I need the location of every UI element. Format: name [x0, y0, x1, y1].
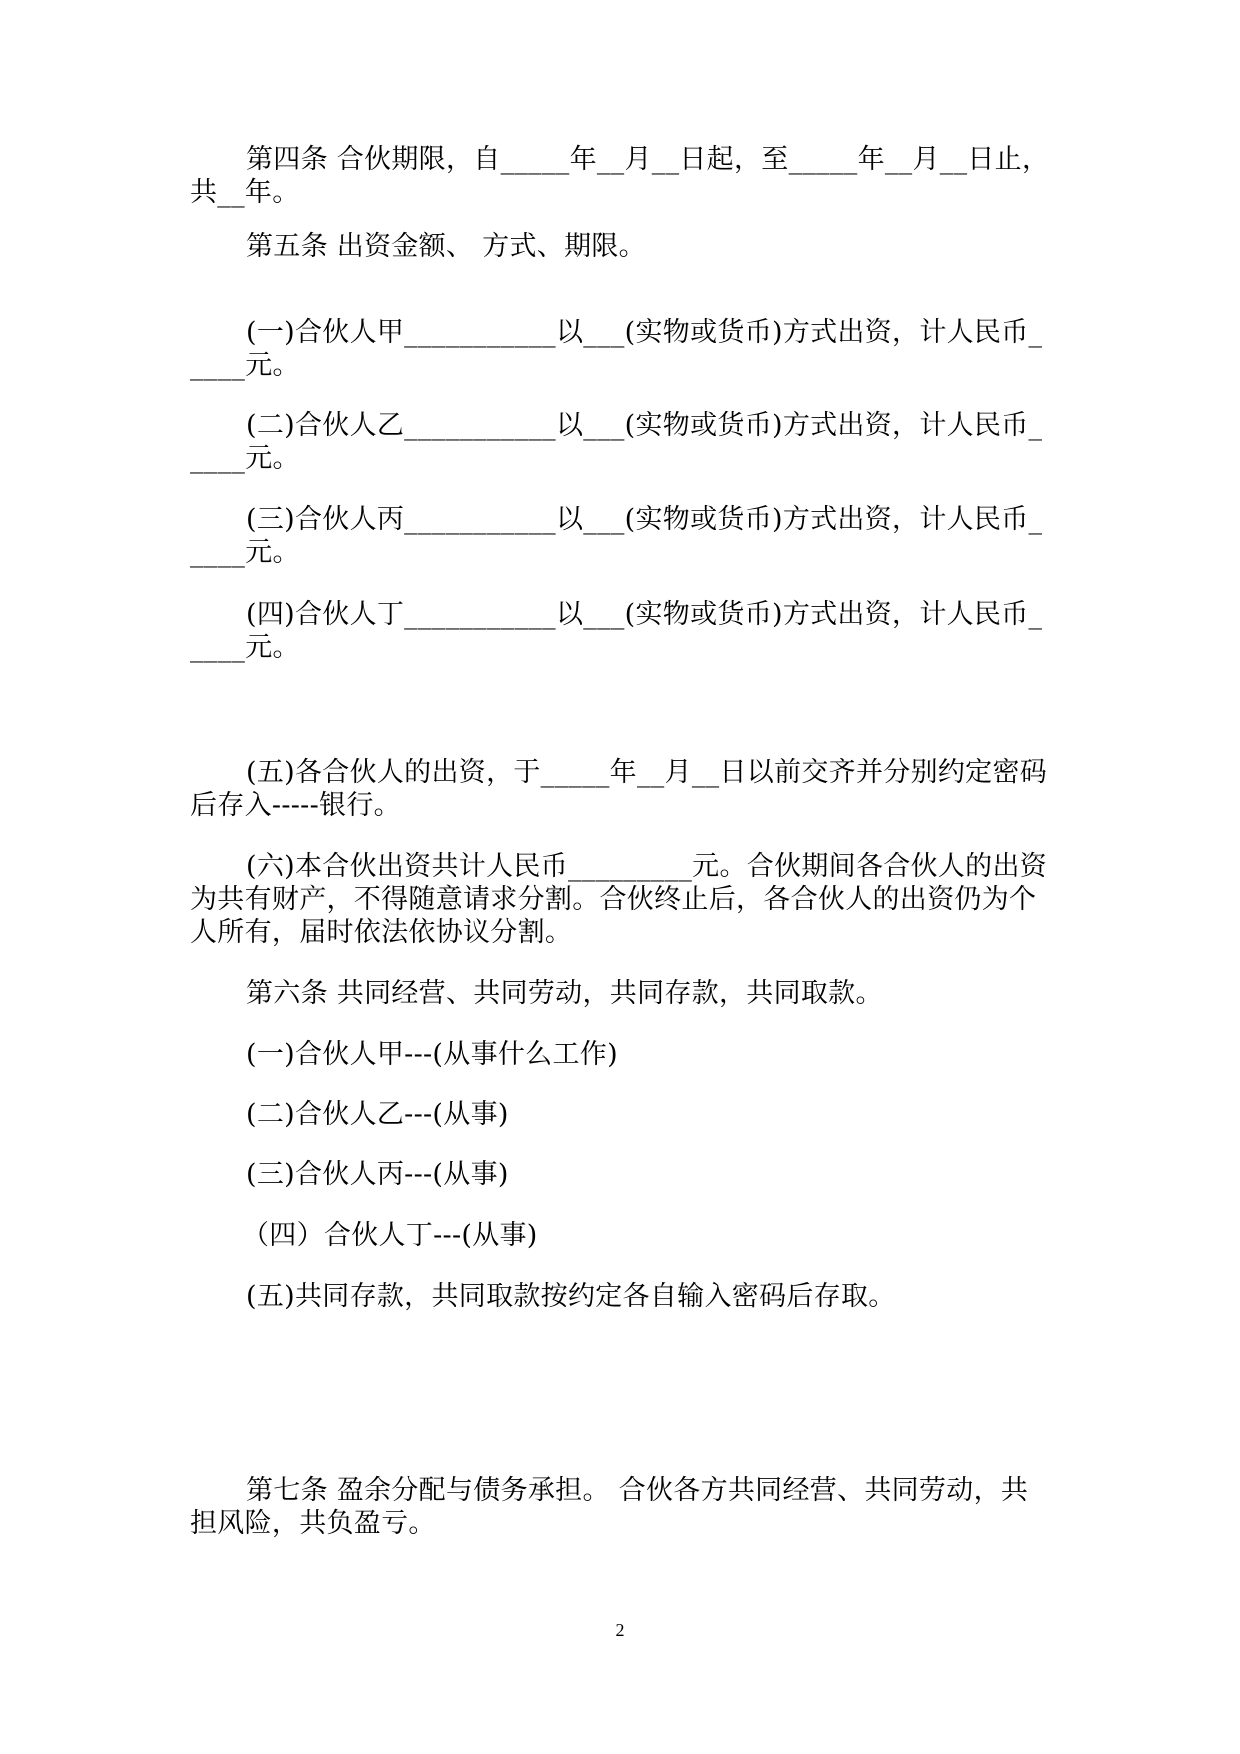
article-4-term: 第四条 合伙期限，自_____年__月__日起，至_____年__月__日止，共__年。	[190, 144, 1050, 208]
article-5-item-1: (一)合伙人甲___________以___(实物或货币)方式出资，计人民币_____元。	[190, 317, 1043, 381]
article-5-heading: 第五条 出资金额、 方式、期限。	[246, 231, 646, 262]
article-6-item-4: （四）合伙人丁---(从事)	[242, 1220, 538, 1251]
article-5-item-3: (三)合伙人丙___________以___(实物或货币)方式出资，计人民币_____元。	[190, 504, 1043, 568]
article-5-item-6: (六)本合伙出资共计人民币_________元。合伙期间各合伙人的出资为共有财产，不得随意请求分割。合伙终止后，各合伙人的出资仍为个人所有，届时依法依协议分割。	[190, 851, 1048, 948]
article-7-profit-debt: 第七条 盈余分配与债务承担。 合伙各方共同经营、共同劳动，共担风险，共负盈亏。	[190, 1475, 1029, 1539]
article-5-item-4: (四)合伙人丁___________以___(实物或货币)方式出资，计人民币_____元。	[190, 599, 1043, 663]
article-6-item-3: (三)合伙人丙---(从事)	[246, 1159, 509, 1190]
article-6-item-1: (一)合伙人甲---(从事什么工作)	[246, 1039, 618, 1070]
article-6-item-5: (五)共同存款，共同取款按约定各自输入密码后存取。	[246, 1281, 896, 1312]
page-number: 2	[615, 1620, 625, 1640]
article-6-item-2: (二)合伙人乙---(从事)	[246, 1099, 509, 1130]
article-6-heading: 第六条 共同经营、共同劳动，共同存款，共同取款。	[246, 978, 883, 1009]
article-5-item-5: (五)各合伙人的出资，于_____年__月__日以前交齐并分别约定密码后存入-----银行。	[190, 757, 1048, 821]
article-5-item-2: (二)合伙人乙___________以___(实物或货币)方式出资，计人民币_____元。	[190, 410, 1043, 474]
